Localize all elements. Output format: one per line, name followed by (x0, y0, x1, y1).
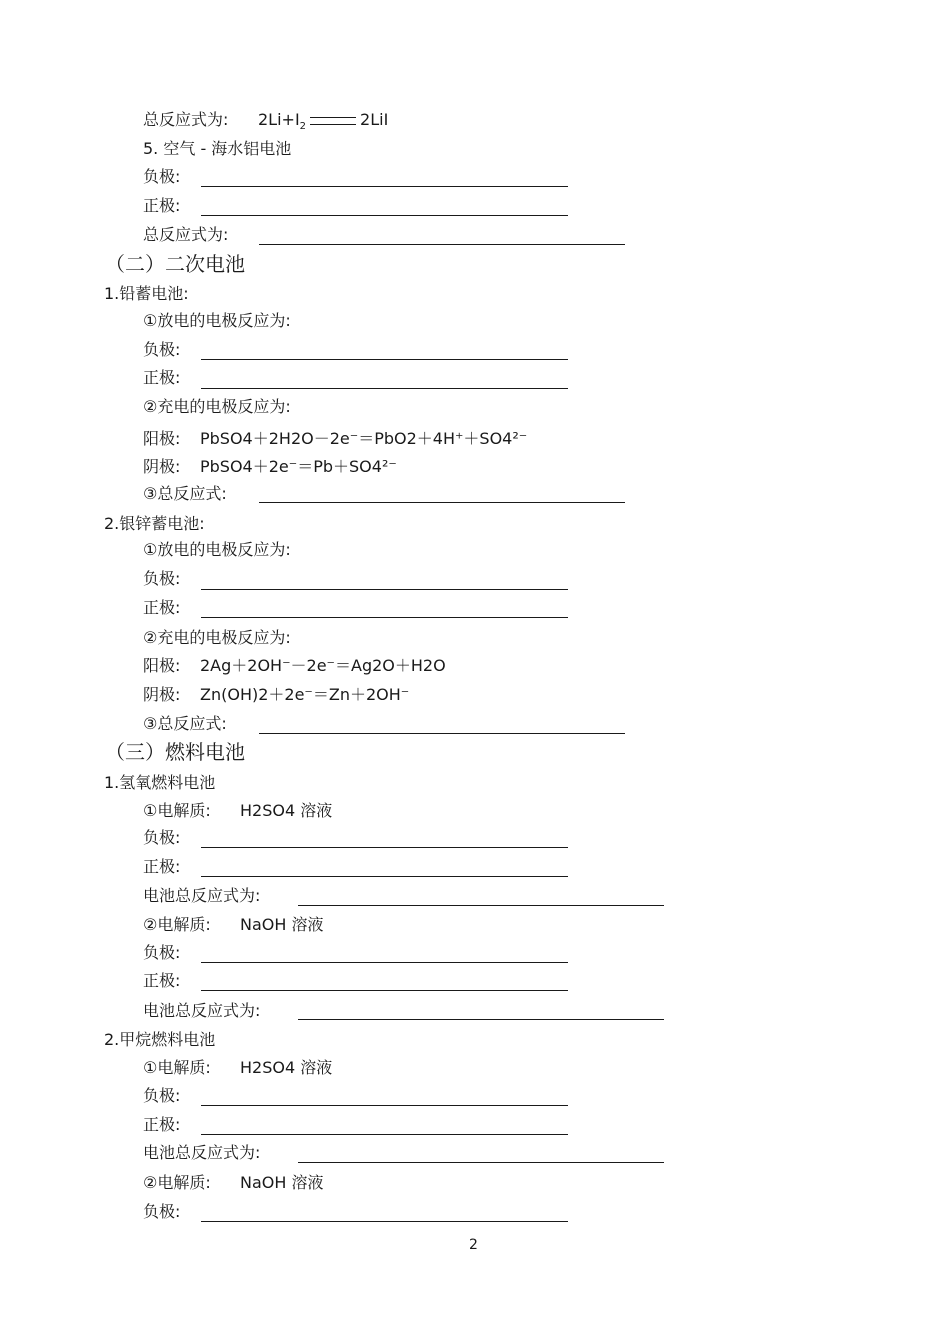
sz-anode-eq: 2Ag＋2OH⁻－2e⁻＝Ag2O＋H2O (200, 656, 446, 675)
h2o2-title: 1.氢氧燃料电池 (104, 773, 216, 792)
h2o2-pos1-blank[interactable] (201, 876, 568, 877)
eq-sub: 2 (299, 121, 307, 133)
ch4-neg2-blank[interactable] (201, 1221, 568, 1222)
lead-cathode-label: 阴极: (143, 457, 181, 476)
ch4-title: 2.甲烷燃料电池 (104, 1030, 216, 1049)
lead-pos-label: 正极: (143, 368, 181, 387)
lead-neg-label: 负极: (143, 340, 181, 359)
ch4-neg1-label: 负极: (143, 1086, 181, 1105)
lead-charge: ②充电的电极反应为: (143, 397, 291, 416)
h2o2-elec1-label: ①电解质: (143, 801, 211, 820)
lead-neg-blank[interactable] (201, 359, 568, 360)
sz-anode-label: 阳极: (143, 656, 181, 675)
h2o2-pos2-label: 正极: (143, 971, 181, 990)
ch4-pos1-label: 正极: (143, 1115, 181, 1134)
h2o2-total1-blank[interactable] (298, 905, 664, 906)
ch4-elec1-value: H2SO4 溶液 (240, 1058, 333, 1077)
h2o2-elec2-value: NaOH 溶液 (240, 915, 324, 934)
h2o2-neg1-label: 负极: (143, 828, 181, 847)
lead-cathode-eq: PbSO4＋2e⁻＝Pb＋SO4²⁻ (200, 457, 397, 476)
h2o2-total2-label: 电池总反应式为: (143, 1001, 261, 1020)
sec5-neg-label: 负极: (143, 167, 181, 186)
sz-discharge: ①放电的电极反应为: (143, 540, 291, 559)
sec5-title: 5. 空气 - 海水铝电池 (143, 139, 292, 158)
h2o2-elec2-label: ②电解质: (143, 915, 211, 934)
ch4-total1-blank[interactable] (298, 1162, 664, 1163)
lead-title: 1.铅蓄电池: (104, 284, 189, 303)
eq-rhs: 2LiI (360, 110, 389, 129)
sz-neg-blank[interactable] (201, 589, 568, 590)
h2o2-pos1-label: 正极: (143, 857, 181, 876)
ch4-elec2-value: NaOH 溶液 (240, 1173, 324, 1192)
h2o2-total2-blank[interactable] (298, 1019, 664, 1020)
sec5-pos-blank[interactable] (201, 215, 568, 216)
page-number: 2 (469, 1237, 478, 1253)
equals-sign (310, 117, 356, 125)
sz-total-blank[interactable] (259, 733, 625, 734)
sec5-neg-blank[interactable] (201, 186, 568, 187)
lead-anode-label: 阳极: (143, 429, 181, 448)
part3-heading: （三）燃料电池 (105, 740, 245, 764)
sz-cathode-label: 阴极: (143, 685, 181, 704)
lead-total-label: ③总反应式: (143, 484, 227, 503)
total-eq-li (258, 109, 388, 131)
h2o2-elec1-value: H2SO4 溶液 (240, 801, 333, 820)
sec5-pos-label: 正极: (143, 196, 181, 215)
sz-total-label: ③总反应式: (143, 714, 227, 733)
sz-charge: ②充电的电极反应为: (143, 628, 291, 647)
h2o2-total1-label: 电池总反应式为: (143, 886, 261, 905)
sec5-total-label: 总反应式为: (143, 225, 229, 244)
sz-neg-label: 负极: (143, 569, 181, 588)
part2-heading: （二）二次电池 (105, 252, 245, 276)
h2o2-pos2-blank[interactable] (201, 990, 568, 991)
h2o2-neg2-blank[interactable] (201, 962, 568, 963)
ch4-elec1-label: ①电解质: (143, 1058, 211, 1077)
h2o2-neg2-label: 负极: (143, 943, 181, 962)
total-label-li: 总反应式为: (143, 110, 229, 129)
sz-cathode-eq: Zn(OH)2＋2e⁻＝Zn＋2OH⁻ (200, 685, 410, 704)
ch4-pos1-blank[interactable] (201, 1134, 568, 1135)
sec5-total-blank[interactable] (259, 244, 625, 245)
ch4-neg1-blank[interactable] (201, 1105, 568, 1106)
lead-total-blank[interactable] (259, 502, 625, 503)
h2o2-neg1-blank[interactable] (201, 847, 568, 848)
lead-discharge: ①放电的电极反应为: (143, 311, 291, 330)
sz-pos-label: 正极: (143, 598, 181, 617)
sz-title: 2.银锌蓄电池: (104, 514, 205, 533)
sz-pos-blank[interactable] (201, 617, 568, 618)
ch4-neg2-label: 负极: (143, 1202, 181, 1221)
eq-lhs: 2Li+I (258, 110, 300, 129)
lead-pos-blank[interactable] (201, 388, 568, 389)
ch4-total1-label: 电池总反应式为: (143, 1143, 261, 1162)
lead-anode-eq: PbSO4＋2H2O－2e⁻＝PbO2＋4H⁺＋SO4²⁻ (200, 429, 528, 448)
ch4-elec2-label: ②电解质: (143, 1173, 211, 1192)
